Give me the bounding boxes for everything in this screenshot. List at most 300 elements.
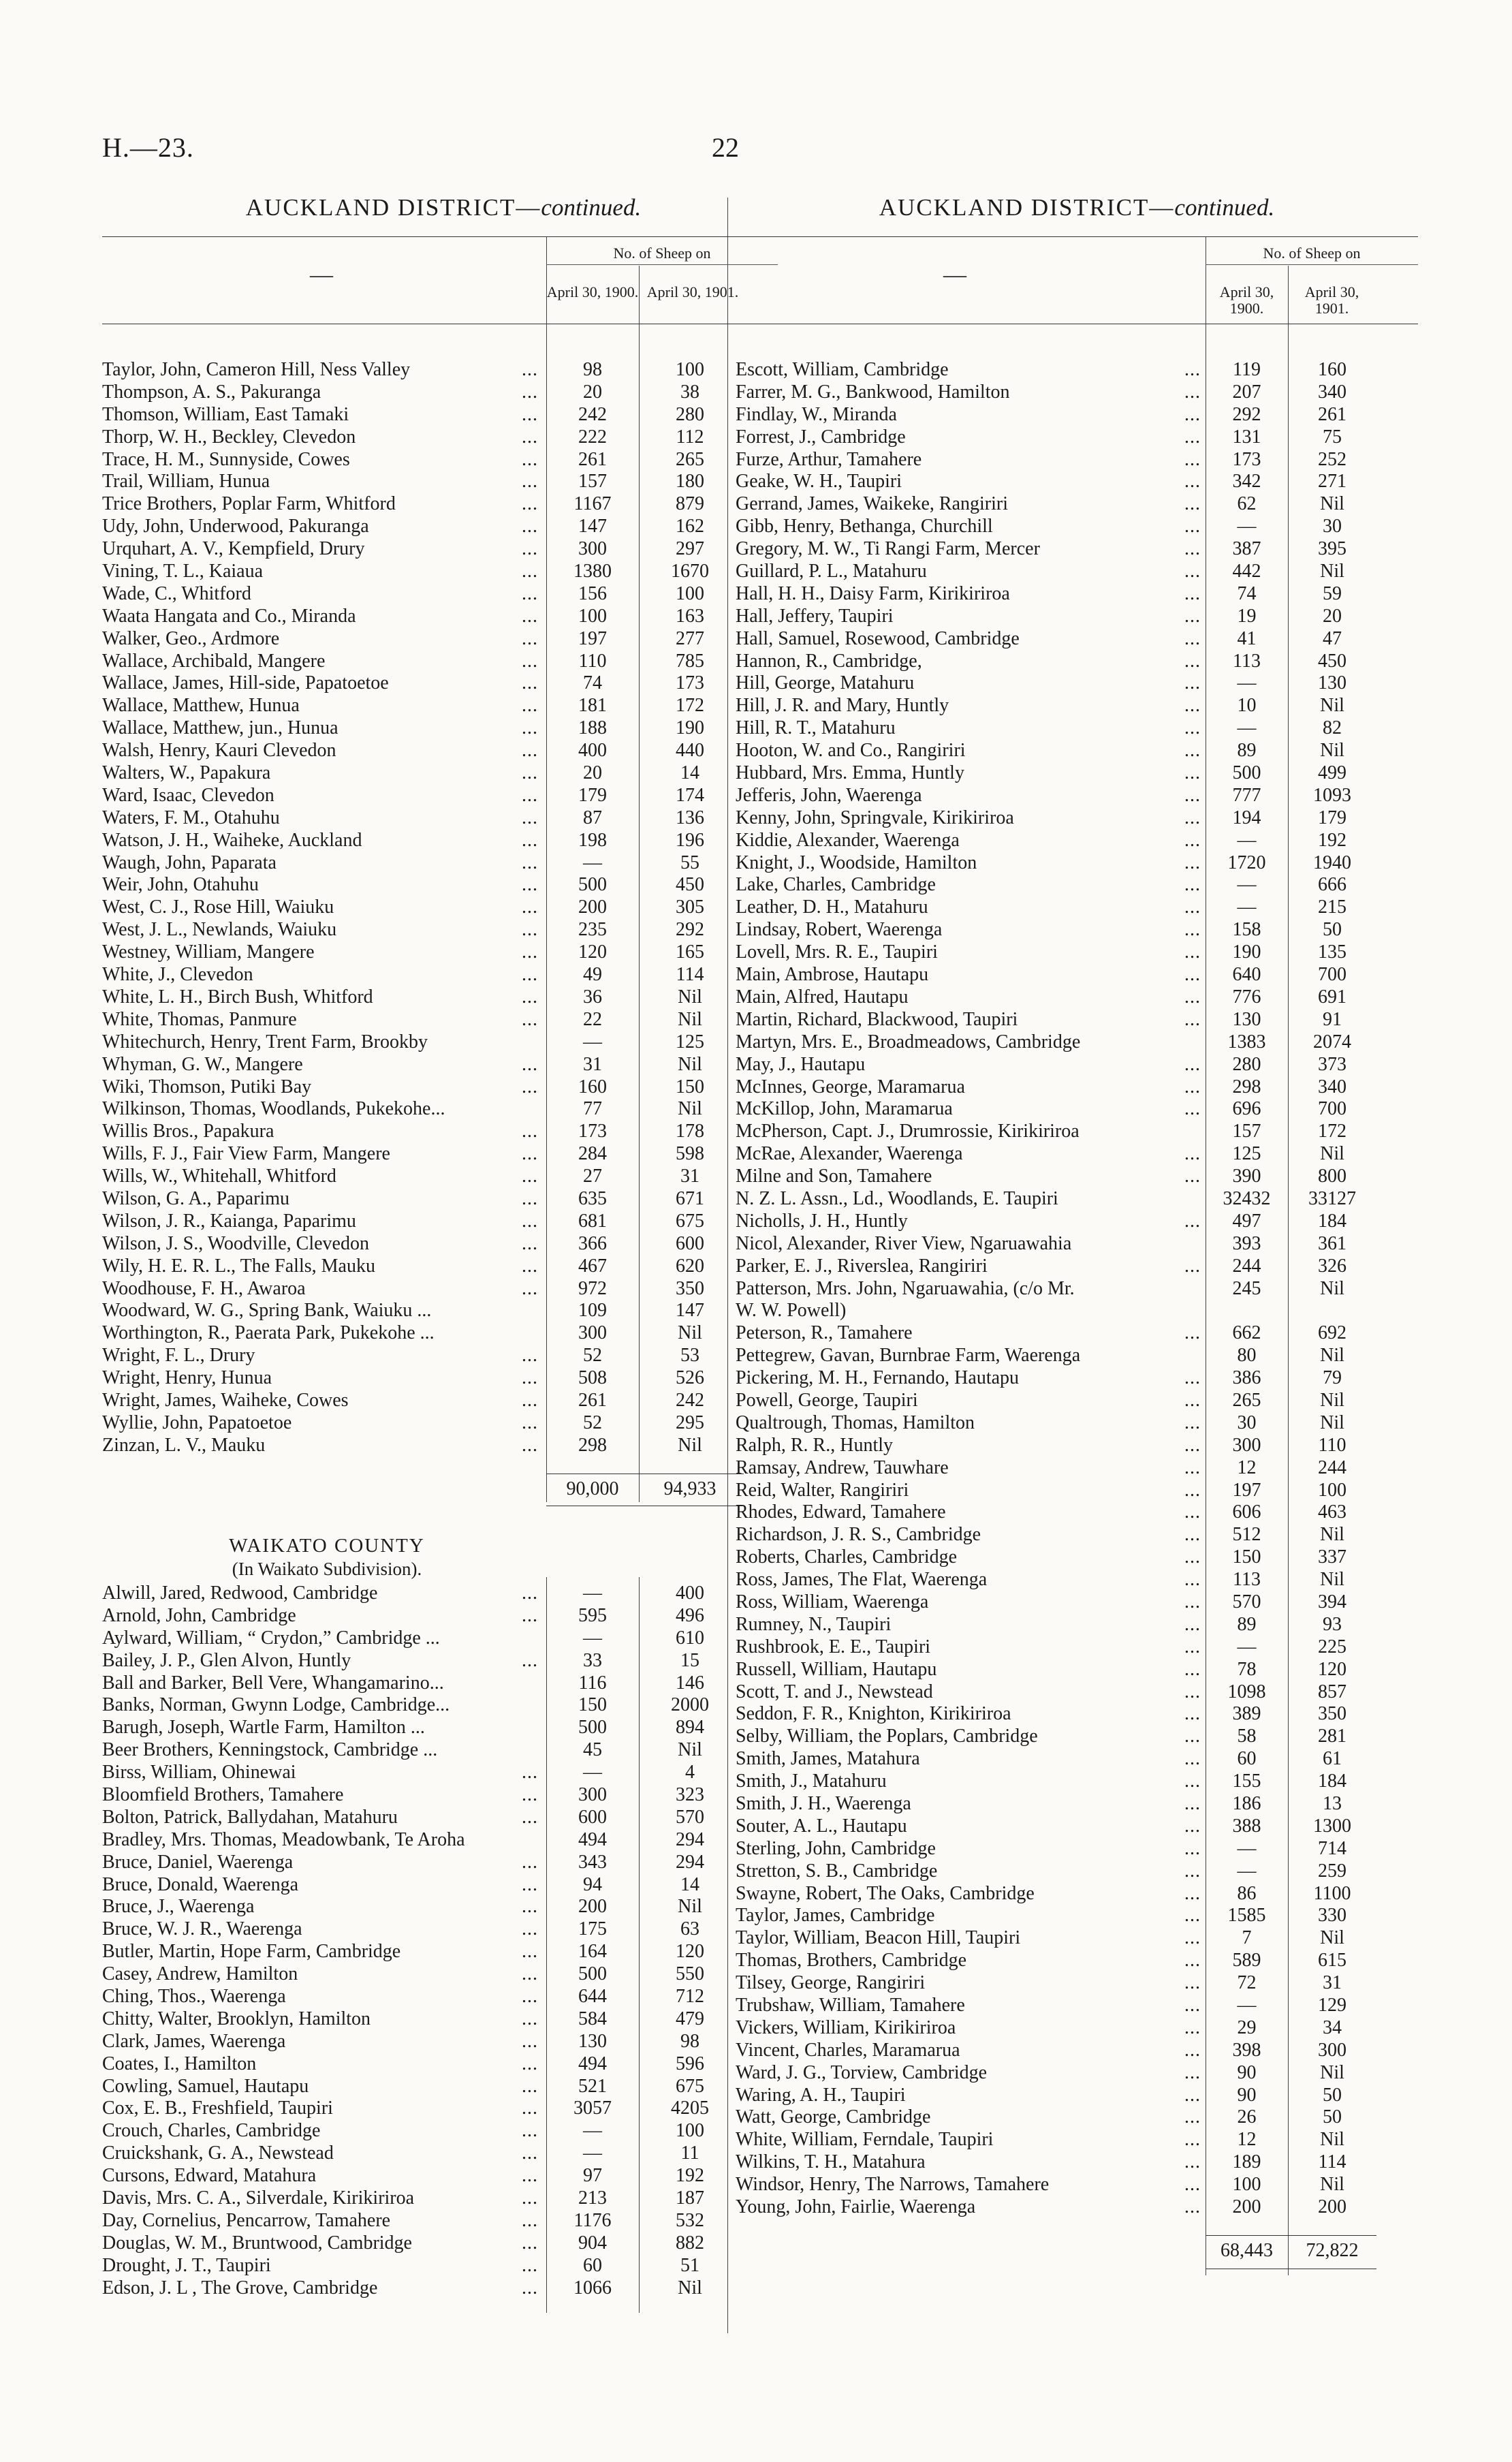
- leader-dots: ...: [1184, 1143, 1201, 1165]
- table-row: [102, 2008, 785, 2031]
- entry-name: Patterson, Mrs. John, Ngaruawahia, (c/o Mr.: [736, 1277, 1075, 1299]
- table-row: [102, 1322, 785, 1345]
- sheep-count-1901: 93: [1323, 1613, 1342, 1635]
- sheep-count-1900: 442: [1232, 561, 1261, 582]
- entry-name: Zinzan, L. V., Mauku: [102, 1434, 266, 1456]
- sheep-count-1900: —: [583, 852, 602, 873]
- table-row: [736, 628, 1418, 651]
- leader-dots: ...: [522, 1008, 538, 1030]
- sheep-count-1901: 350: [1318, 1703, 1346, 1725]
- sheep-count-1900: 342: [1232, 471, 1261, 493]
- entry-name: Trace, H. M., Sunnyside, Cowes: [102, 448, 350, 470]
- sheep-count-1900: 777: [1232, 784, 1261, 806]
- sheep-count-1901: 100: [676, 2120, 704, 2142]
- sheep-count-1901: 50: [1323, 2106, 1342, 2128]
- sheep-count-1900: 261: [578, 448, 607, 470]
- entry-name: Scott, T. and J., Newstead: [736, 1681, 933, 1702]
- sheep-count-1901: 79: [1323, 1367, 1342, 1389]
- entry-name: Wallace, James, Hill-side, Papatoetoe: [102, 672, 389, 694]
- sheep-count-1900: 1720: [1227, 852, 1266, 873]
- leader-dots: ...: [1184, 1210, 1201, 1232]
- table-row: [102, 1345, 785, 1367]
- sheep-count-1901: Nil: [678, 1098, 702, 1120]
- sheep-count-1901: 879: [676, 493, 704, 515]
- sheep-count-1900: 116: [578, 1672, 607, 1694]
- entry-name: Hill, J. R. and Mary, Huntly: [736, 695, 949, 717]
- sheep-count-1900: 32432: [1223, 1187, 1271, 1209]
- leader-dots: ...: [1184, 1434, 1201, 1456]
- col-1901-header: April 30, 1901.: [1304, 283, 1359, 317]
- leader-dots: ...: [1184, 1860, 1201, 1882]
- column-divider: [639, 1577, 640, 2313]
- table-row: [102, 2232, 785, 2255]
- entry-name: Trubshaw, William, Tamahere: [736, 1995, 965, 2016]
- leader-dots: ...: [1184, 1703, 1201, 1725]
- leader-dots: ...: [522, 426, 538, 448]
- sheep-count-1900: 188: [578, 717, 607, 739]
- sheep-count-1901: 261: [1318, 403, 1346, 425]
- sheep-count-1900: 398: [1232, 2039, 1261, 2061]
- table-row: [736, 1076, 1418, 1099]
- sheep-count-1900: 500: [1232, 762, 1261, 784]
- total-1901: 94,933: [663, 1478, 716, 1499]
- sheep-count-1900: 508: [578, 1367, 607, 1389]
- table-row: [736, 1278, 1418, 1300]
- right-table: [736, 359, 1418, 2219]
- sheep-count-1901: 179: [1318, 807, 1346, 828]
- sheep-count-1901: 120: [1318, 1658, 1346, 1680]
- sheep-count-1900: 387: [1232, 538, 1261, 560]
- entry-name: Woodward, W. G., Spring Bank, Waiuku ...: [102, 1300, 432, 1322]
- leader-dots: ...: [1184, 1793, 1201, 1814]
- section-title: WAIKATO COUNTY: [229, 1535, 425, 1557]
- leader-dots: ...: [1184, 1681, 1201, 1702]
- table-row: [736, 1233, 1418, 1256]
- sheep-count-1901: Nil: [678, 1322, 702, 1344]
- table-row: [102, 1762, 785, 1784]
- sheep-count-1900: —: [583, 2120, 602, 2142]
- table-row: [736, 1995, 1418, 2017]
- leader-dots: ...: [1184, 919, 1201, 941]
- table-row: [102, 740, 785, 762]
- entry-name: Wright, Henry, Hunua: [102, 1367, 272, 1389]
- entry-name: Hall, Samuel, Rosewood, Cambridge: [736, 627, 1020, 649]
- table-row: [102, 606, 785, 628]
- table-row: [102, 1054, 785, 1076]
- sheep-count-1900: —: [1237, 672, 1257, 694]
- entry-name: Russell, William, Hautapu: [736, 1658, 937, 1680]
- leader-dots: ...: [522, 919, 538, 941]
- total-1900: 90,000: [566, 1478, 619, 1499]
- leader-dots: ...: [1184, 2151, 1201, 2173]
- entry-name: Martyn, Mrs. E., Broadmeadows, Cambridge: [736, 1031, 1081, 1053]
- sheep-count-1900: 662: [1232, 1322, 1261, 1344]
- table-row: [736, 852, 1418, 875]
- sheep-count-1901: 31: [680, 1166, 699, 1187]
- leader-dots: ...: [1184, 381, 1201, 403]
- sheep-count-1900: 1380: [573, 561, 612, 582]
- table-row: [736, 1659, 1418, 1681]
- table-row: [102, 449, 785, 471]
- sheep-count-1901: 242: [676, 1389, 704, 1411]
- sheep-count-1900: 119: [1233, 359, 1261, 380]
- sheep-count-1900: 20: [583, 381, 602, 403]
- sheep-count-1901: 570: [676, 1806, 704, 1828]
- sheep-count-1900: 131: [1232, 426, 1261, 448]
- sheep-count-1900: 78: [1237, 1658, 1257, 1680]
- entry-name: Aylward, William, “ Crydon,” Cambridge ...: [102, 1627, 440, 1649]
- sheep-count-1901: 712: [676, 1986, 704, 2008]
- sheep-count-1900: 1585: [1227, 1905, 1266, 1927]
- sheep-count-1900: 521: [578, 2075, 607, 2097]
- sheep-count-1900: 194: [1232, 807, 1261, 828]
- table-row: [102, 2120, 785, 2142]
- sheep-count-1901: 129: [1318, 1995, 1346, 2016]
- sheep-count-1901: 350: [676, 1277, 704, 1299]
- leader-dots: ...: [522, 605, 538, 627]
- entry-name: Nicol, Alexander, River View, Ngaruawahia: [736, 1232, 1072, 1254]
- entry-name: Day, Cornelius, Pencarrow, Tamahere: [102, 2209, 391, 2231]
- sheep-count-1901: 192: [1318, 829, 1346, 851]
- entry-name: Bruce, Donald, Waerenga: [102, 1873, 298, 1895]
- leader-dots: ...: [522, 493, 538, 515]
- sheep-count-1901: 4205: [671, 2098, 709, 2119]
- sheep-count-1900: 366: [578, 1232, 607, 1254]
- entry-name: Wilkins, T. H., Matahura: [736, 2151, 926, 2173]
- leader-dots: ...: [522, 740, 538, 762]
- leader-dots: ...: [1184, 2129, 1201, 2151]
- leader-dots: ...: [522, 717, 538, 739]
- table-row: [736, 1412, 1418, 1435]
- table-row: [102, 1166, 785, 1188]
- entry-name: Westney, William, Mangere: [102, 941, 315, 963]
- sheep-count-1900: 98: [583, 359, 602, 380]
- entry-name: Rushbrook, E. E., Taupiri: [736, 1636, 931, 1657]
- entry-name: Crouch, Charles, Cambridge: [102, 2120, 321, 2142]
- sheep-count-1900: 30: [1237, 1412, 1257, 1433]
- entry-name: Findlay, W., Miranda: [736, 403, 897, 425]
- table-row: [736, 359, 1418, 381]
- leader-dots: ...: [522, 1232, 538, 1254]
- table-row: [102, 381, 785, 404]
- entry-name: Vincent, Charles, Maramarua: [736, 2039, 960, 2061]
- sheep-count-1901: 671: [676, 1187, 704, 1209]
- entry-name: Willis Bros., Papakura: [102, 1121, 274, 1142]
- sheep-count-1900: 29: [1237, 2016, 1257, 2038]
- leader-dots: ...: [1184, 582, 1201, 604]
- sheep-count-1901: 136: [676, 807, 704, 828]
- name-column-dash: —: [310, 262, 333, 287]
- table-row: [736, 897, 1418, 919]
- name-column-dash: —: [943, 262, 966, 287]
- leader-dots: ...: [1184, 784, 1201, 806]
- leader-dots: ...: [522, 403, 538, 425]
- table-row: [736, 1569, 1418, 1591]
- table-row: [736, 404, 1418, 426]
- sheep-count-1901: Nil: [1320, 1569, 1344, 1591]
- table-row: [102, 1256, 785, 1278]
- table-row: [736, 381, 1418, 404]
- leader-dots: ...: [522, 2232, 538, 2254]
- sheep-count-1900: 22: [583, 1008, 602, 1030]
- sheep-count-1900: 7: [1242, 1927, 1252, 1949]
- table-row: [736, 1501, 1418, 1524]
- leader-dots: ...: [522, 2053, 538, 2074]
- sheep-count-1901: 130: [1318, 672, 1346, 694]
- table-row: [736, 538, 1418, 561]
- sheep-count-1900: 393: [1232, 1232, 1261, 1254]
- sheep-count-1901: 100: [676, 582, 704, 604]
- sheep-count-1901: 271: [1318, 471, 1346, 493]
- sheep-count-1900: 467: [578, 1255, 607, 1277]
- entry-name: White, William, Ferndale, Taupiri: [736, 2129, 994, 2151]
- sheep-count-1901: 395: [1318, 538, 1346, 560]
- table-row: [102, 2187, 785, 2210]
- sheep-count-1900: 500: [578, 1963, 607, 1985]
- leader-dots: ...: [1184, 1479, 1201, 1501]
- sheep-count-1901: 11: [680, 2142, 699, 2164]
- sheep-count-1900: 280: [1232, 1053, 1261, 1075]
- sheep-count-1901: Nil: [678, 1896, 702, 1918]
- entry-name: Bloomfield Brothers, Tamahere: [102, 1784, 344, 1806]
- leader-dots: ...: [522, 2209, 538, 2231]
- table-row: [102, 1098, 785, 1121]
- sheep-count-1901: 479: [676, 2008, 704, 2029]
- table-row: [102, 1412, 785, 1435]
- sheep-count-1900: 343: [578, 1851, 607, 1873]
- header-divider: [1288, 266, 1289, 324]
- table-row: [102, 359, 785, 381]
- table-row: [736, 2062, 1418, 2085]
- entry-name: Hall, H. H., Daisy Farm, Kirikiriroa: [736, 582, 1010, 604]
- entry-name: Wiki, Thomson, Putiki Bay: [102, 1076, 312, 1097]
- sheep-count-1900: 100: [578, 605, 607, 627]
- leader-dots: ...: [522, 1367, 538, 1389]
- entry-name: Waters, F. M., Otahuhu: [102, 807, 280, 828]
- leader-dots: ...: [522, 1873, 538, 1895]
- sheep-count-1900: 94: [583, 1873, 602, 1895]
- sheep-count-1900: —: [1237, 897, 1257, 918]
- entry-name: Main, Alfred, Hautapu: [736, 986, 909, 1008]
- leader-dots: ...: [1184, 2106, 1201, 2128]
- table-row: [736, 1524, 1418, 1546]
- sheep-count-1901: Nil: [1320, 1412, 1344, 1433]
- sheep-count-1901: 615: [1318, 1950, 1346, 1972]
- sheep-count-1901: 610: [676, 1627, 704, 1649]
- sheep-count-1900: —: [1237, 717, 1257, 739]
- sheep-count-1900: 198: [578, 829, 607, 851]
- table-row: [736, 672, 1418, 695]
- table-row: [102, 1605, 785, 1627]
- sheep-count-1901: 51: [680, 2254, 699, 2276]
- leader-dots: ...: [1184, 852, 1201, 873]
- sheep-count-1901: 184: [1318, 1210, 1346, 1232]
- entry-name: Urquhart, A. V., Kempfield, Drury: [102, 538, 365, 560]
- entry-name: Main, Ambrose, Hautapu: [736, 964, 929, 986]
- entry-name: Alwill, Jared, Redwood, Cambridge: [102, 1583, 378, 1604]
- sheep-count-1900: 45: [583, 1739, 602, 1761]
- table-row: [736, 1166, 1418, 1188]
- sheep-count-1901: 326: [1318, 1255, 1346, 1277]
- entry-name: Taylor, James, Cambridge: [736, 1905, 935, 1927]
- leader-dots: ...: [522, 359, 538, 380]
- sheep-count-1900: 584: [578, 2008, 607, 2029]
- sheep-count-1901: 532: [676, 2209, 704, 2231]
- leader-dots: ...: [1184, 672, 1201, 694]
- sheep-count-1900: 147: [578, 516, 607, 537]
- table-row: [102, 2255, 785, 2277]
- leader-dots: ...: [1184, 471, 1201, 493]
- table-row: [736, 695, 1418, 717]
- leader-dots: ...: [1184, 1905, 1201, 1927]
- sheep-count-1900: 292: [1232, 403, 1261, 425]
- leader-dots: ...: [1184, 493, 1201, 515]
- leader-dots: ...: [1184, 1591, 1201, 1612]
- leader-dots: ...: [522, 1412, 538, 1433]
- leader-dots: ...: [1184, 1098, 1201, 1120]
- leader-dots: ...: [1184, 897, 1201, 918]
- table-row: [736, 2017, 1418, 2040]
- col-1900-header: April 30, 1900.: [1219, 283, 1274, 317]
- sheep-count-1901: 63: [680, 1918, 699, 1940]
- leader-dots: ...: [1184, 1927, 1201, 1949]
- table-row: [102, 2031, 785, 2053]
- sheep-count-1900: 87: [583, 807, 602, 828]
- sheep-count-1901: 394: [1318, 1591, 1346, 1612]
- entry-name: Whitechurch, Henry, Trent Farm, Brookby: [102, 1031, 428, 1053]
- sheep-count-1900: 130: [578, 2030, 607, 2052]
- sheep-count-1900: 52: [583, 1345, 602, 1367]
- table-row: [736, 2106, 1418, 2129]
- sheep-count-1901: 450: [676, 874, 704, 896]
- leader-dots: ...: [522, 1210, 538, 1232]
- entry-name: Hall, Jeffery, Taupiri: [736, 605, 894, 627]
- sheep-count-1901: Nil: [678, 1434, 702, 1456]
- entry-name: Woodhouse, F. H., Awaroa: [102, 1277, 306, 1299]
- leader-dots: ...: [1184, 1972, 1201, 1994]
- leader-dots: ...: [1184, 2196, 1201, 2218]
- table-row: [736, 1636, 1418, 1659]
- leader-dots: ...: [522, 695, 538, 717]
- sheep-count-1900: 300: [578, 1322, 607, 1344]
- leader-dots: ...: [1184, 650, 1201, 672]
- sheep-count-1900: —: [583, 1627, 602, 1649]
- leader-dots: ...: [1184, 1412, 1201, 1433]
- entry-name: Walker, Geo., Ardmore: [102, 627, 280, 649]
- sheep-count-1901: 112: [676, 426, 704, 448]
- leader-dots: ...: [1184, 1950, 1201, 1972]
- column-divider: [1288, 324, 1289, 2275]
- table-row: [736, 1793, 1418, 1816]
- entry-name: Beer Brothers, Kenningstock, Cambridge ...: [102, 1739, 438, 1761]
- sheep-count-1901: 165: [676, 941, 704, 963]
- sheep-count-1900: 222: [578, 426, 607, 448]
- sheep-count-1901: Nil: [1320, 695, 1344, 717]
- entry-name: May, J., Hautapu: [736, 1053, 866, 1075]
- sheep-count-1900: 89: [1237, 740, 1257, 762]
- leader-dots: ...: [522, 381, 538, 403]
- leader-dots: ...: [1184, 1995, 1201, 2016]
- table-row: [102, 471, 785, 493]
- left-title-italic: continued.: [541, 194, 642, 221]
- entry-name: McPherson, Capt. J., Drumrossie, Kirikiriroa: [736, 1121, 1080, 1142]
- leader-dots: ...: [522, 1143, 538, 1165]
- leader-dots: ...: [522, 874, 538, 896]
- sheep-count-1900: 1167: [573, 493, 612, 515]
- sheep-count-1900: —: [1237, 1995, 1257, 2016]
- entry-name: Watt, George, Cambridge: [736, 2106, 931, 2128]
- leader-dots: ...: [1184, 426, 1201, 448]
- table-row: [736, 1098, 1418, 1121]
- sheep-count-1900: 164: [578, 1941, 607, 1963]
- leader-dots: ...: [522, 1277, 538, 1299]
- entry-name: Rumney, N., Taupiri: [736, 1613, 892, 1635]
- leader-dots: ...: [522, 1941, 538, 1963]
- table-row: [102, 1986, 785, 2008]
- leader-dots: ...: [522, 1896, 538, 1918]
- leader-dots: ...: [522, 1053, 538, 1075]
- sheep-count-1901: Nil: [1320, 2174, 1344, 2196]
- sheep-count-1901: 550: [676, 1963, 704, 1985]
- sheep-count-1901: Nil: [1320, 561, 1344, 582]
- entry-name: W. W. Powell): [736, 1300, 847, 1322]
- sheep-count-1900: 157: [578, 471, 607, 493]
- leader-dots: ...: [1184, 986, 1201, 1008]
- leader-dots: ...: [1184, 874, 1201, 896]
- sheep-count-1901: 33127: [1308, 1187, 1356, 1209]
- table-row: [736, 740, 1418, 762]
- entry-name: Ralph, R. R., Huntly: [736, 1434, 894, 1456]
- leader-dots: ...: [1184, 627, 1201, 649]
- sheep-count-1901: 14: [680, 1873, 699, 1895]
- entry-name: Walsh, Henry, Kauri Clevedon: [102, 740, 336, 762]
- sheep-count-1900: 589: [1232, 1950, 1261, 1972]
- entry-name: Jefferis, John, Waerenga: [736, 784, 922, 806]
- sheep-count-1901: 700: [1318, 1098, 1346, 1120]
- header-divider: [639, 266, 640, 324]
- table-row: [736, 807, 1418, 830]
- sheep-count-1901: 100: [676, 359, 704, 380]
- sheep-count-1901: 499: [1318, 762, 1346, 784]
- sheep-count-1901: 75: [1323, 426, 1342, 448]
- entry-name: Walters, W., Papakura: [102, 762, 271, 784]
- table-row: [736, 561, 1418, 583]
- sheep-count-1900: 86: [1237, 1882, 1257, 1904]
- sheep-count-1901: 666: [1318, 874, 1346, 896]
- leader-dots: ...: [522, 762, 538, 784]
- right-title-italic: continued.: [1174, 194, 1275, 221]
- entry-name: Wallace, Archibald, Mangere: [102, 650, 326, 672]
- sheep-count-1901: 30: [1323, 516, 1342, 537]
- table-row: [102, 1784, 785, 1807]
- table-row: [102, 1390, 785, 1412]
- sheep-count-1900: 113: [1233, 1569, 1261, 1591]
- sheep-count-1901: 620: [676, 1255, 704, 1277]
- sheep-count-1901: 305: [676, 897, 704, 918]
- entry-name: Wright, F. L., Drury: [102, 1345, 255, 1367]
- entry-name: Wyllie, John, Papatoetoe: [102, 1412, 292, 1433]
- entry-name: Douglas, W. M., Bruntwood, Cambridge: [102, 2232, 412, 2254]
- table-row: [102, 1233, 785, 1256]
- sheep-count-1900: 696: [1232, 1098, 1261, 1120]
- sheep-count-1900: 298: [1232, 1076, 1261, 1097]
- sheep-count-1901: 714: [1318, 1837, 1346, 1859]
- entry-name: Gregory, M. W., Ti Rangi Farm, Mercer: [736, 538, 1040, 560]
- sheep-count-1900: —: [583, 1031, 602, 1053]
- sheep-count-1900: 20: [583, 762, 602, 784]
- entry-name: Smith, J., Matahuru: [736, 1771, 887, 1792]
- sheep-count-1901: 173: [676, 672, 704, 694]
